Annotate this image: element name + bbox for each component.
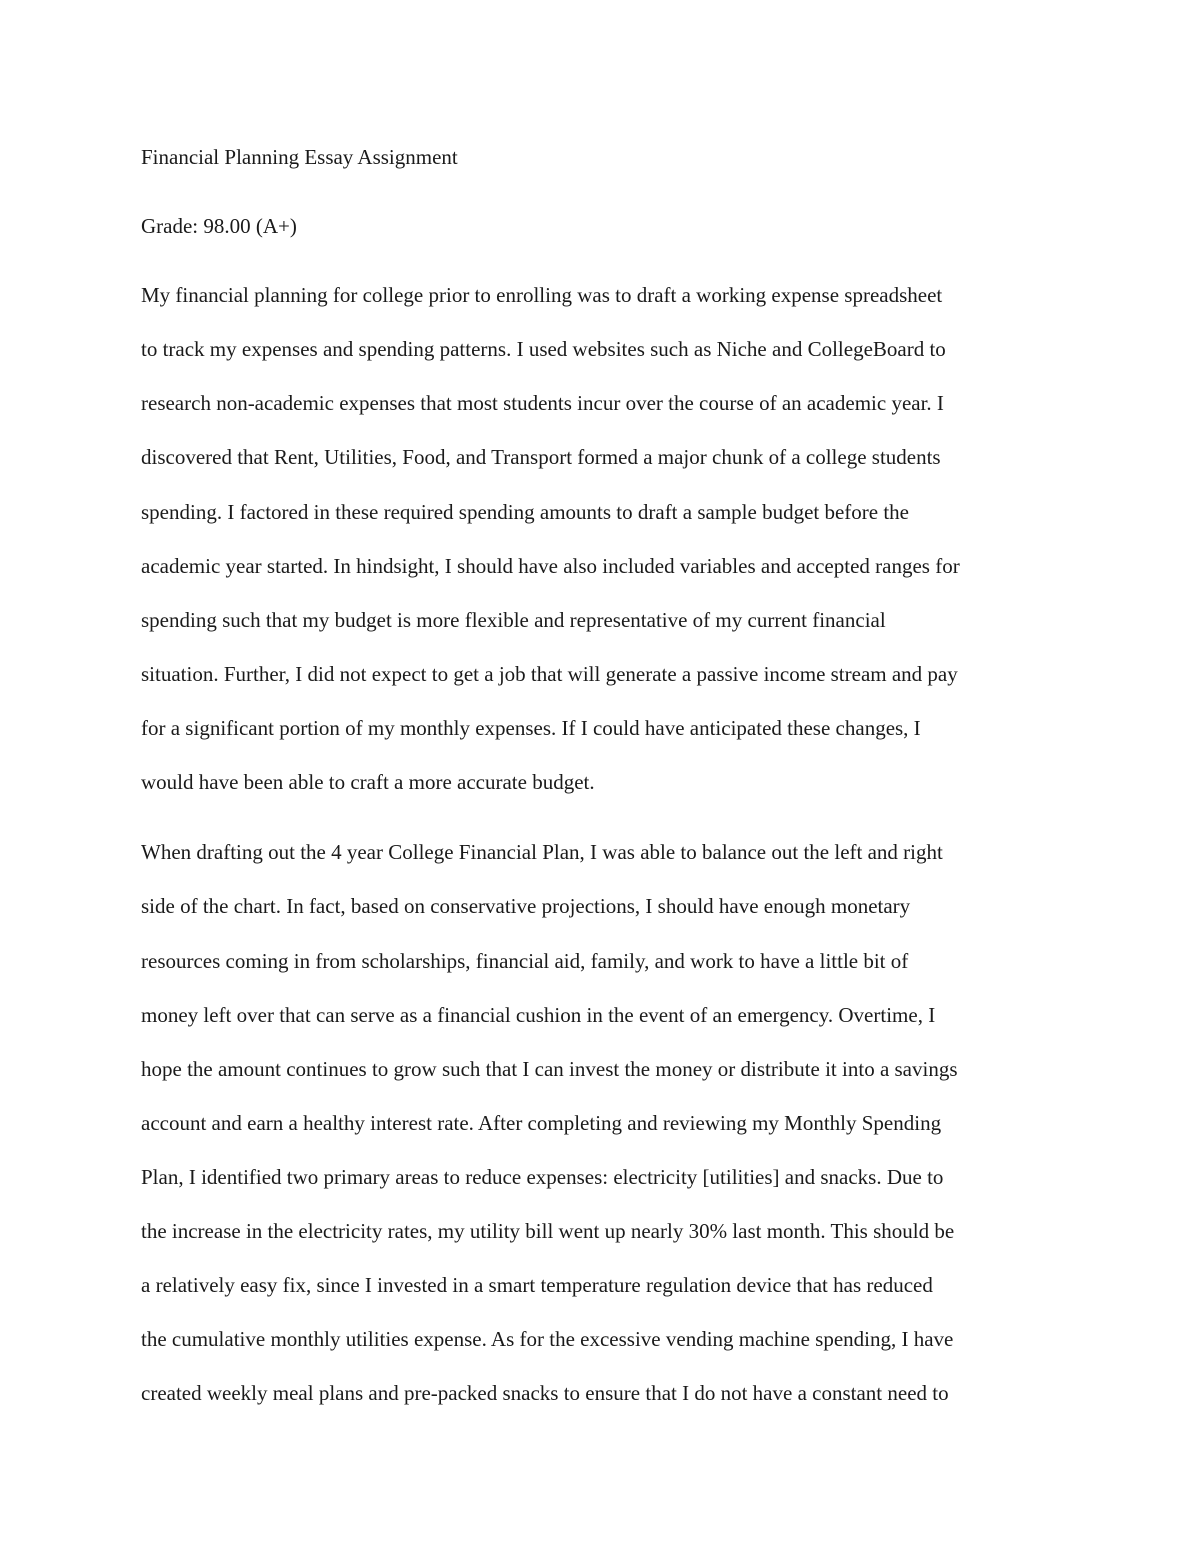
paragraph-line: the increase in the electricity rates, my utility bill went up nearly 30% last month. This should be: [141, 1219, 955, 1243]
paragraph-line: spending. I factored in these required spending amounts to draft a sample budget before the: [141, 500, 910, 524]
paragraph-line: spending such that my budget is more flexible and representative of my current financial: [141, 608, 886, 632]
paragraph-line: discovered that Rent, Utilities, Food, and Transport formed a major chunk of a college students: [141, 445, 941, 469]
paragraph-line: for a significant portion of my monthly expenses. If I could have anticipated these changes, I: [141, 716, 921, 740]
paragraph-line: hope the amount continues to grow such that I can invest the money or distribute it into a savings: [141, 1057, 958, 1081]
document-title: Financial Planning Essay Assignment: [141, 145, 458, 169]
paragraph-line: account and earn a healthy interest rate. After completing and reviewing my Monthly Spending: [141, 1111, 942, 1135]
paragraph-line: money left over that can serve as a financial cushion in the event of an emergency. Overtime, I: [141, 1003, 936, 1027]
paragraph-line: side of the chart. In fact, based on conservative projections, I should have enough monetary: [141, 894, 911, 918]
paragraph-line: would have been able to craft a more accurate budget.: [141, 770, 595, 794]
paragraph-line: Plan, I identified two primary areas to reduce expenses: electricity [utilities] and snacks. Due to: [141, 1165, 944, 1189]
paragraph-line: created weekly meal plans and pre-packed snacks to ensure that I do not have a constant need to: [141, 1381, 949, 1405]
paragraph-line: My financial planning for college prior to enrolling was to draft a working expense spreadsheet: [141, 283, 943, 307]
paragraph-line: academic year started. In hindsight, I should have also included variables and accepted ranges for: [141, 554, 960, 578]
paragraph-line: a relatively easy fix, since I invested in a smart temperature regulation device that has reduced: [141, 1273, 933, 1297]
grade-line: Grade: 98.00 (A+): [141, 214, 297, 238]
paragraph-line: resources coming in from scholarships, financial aid, family, and work to have a little bit of: [141, 949, 909, 973]
paragraph-line: to track my expenses and spending patterns. I used websites such as Niche and CollegeBoard to: [141, 337, 946, 361]
paragraph-line: When drafting out the 4 year College Financial Plan, I was able to balance out the left and right: [141, 840, 943, 864]
paragraph-line: the cumulative monthly utilities expense. As for the excessive vending machine spending, I have: [141, 1327, 954, 1351]
paragraph-line: situation. Further, I did not expect to get a job that will generate a passive income stream and pay: [141, 662, 958, 686]
paragraph-line: research non-academic expenses that most students incur over the course of an academic year. I: [141, 391, 944, 415]
